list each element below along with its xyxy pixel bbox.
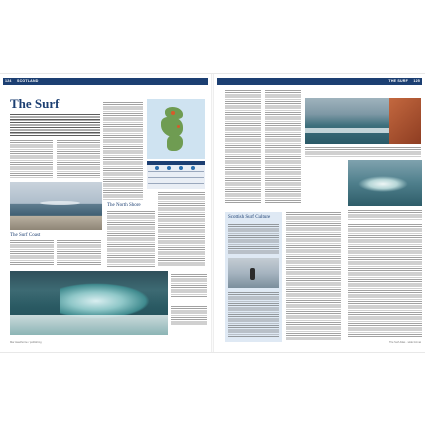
- coastline-photo: [305, 98, 421, 144]
- wave-photo: [10, 271, 168, 335]
- surfer-photo: [228, 258, 279, 288]
- left-section-label: SCOTLAND: [17, 79, 39, 83]
- body-text-column-1: [10, 140, 53, 178]
- tide-icon: [191, 166, 195, 170]
- lead-paragraph: [10, 114, 100, 136]
- culture-text-2: [228, 292, 279, 338]
- right-text-column-4: [348, 224, 422, 338]
- right-page-number: 125: [413, 79, 420, 83]
- surf-conditions-table: [147, 161, 205, 189]
- book-spread: [0, 74, 425, 352]
- beach-photo: [10, 182, 102, 230]
- right-page-header-band: [217, 78, 422, 85]
- breaking-wave-photo: [348, 160, 422, 206]
- wave-icon: [167, 166, 171, 170]
- body-text-column-5: [158, 192, 205, 267]
- left-page-number: 124: [5, 79, 12, 83]
- coastline-photo-caption: [305, 147, 421, 158]
- spine-gutter: [211, 74, 214, 352]
- subheading-surf-coast: The Surf Coast: [10, 233, 41, 238]
- culture-panel: [225, 212, 282, 342]
- scotland-map: [147, 99, 205, 159]
- wetsuit-icon: [179, 166, 183, 170]
- wind-icon: [155, 166, 159, 170]
- body-text-column-6: [10, 240, 54, 266]
- right-section-label: THE SURF: [388, 79, 408, 83]
- right-text-column-1: [225, 90, 261, 204]
- body-text-column-7: [57, 240, 101, 266]
- body-text-column-4: [107, 211, 155, 267]
- subheading-north-shore: The North Shore: [107, 203, 141, 208]
- body-text-column-3: [103, 102, 143, 200]
- second-caption: [171, 306, 207, 326]
- wave-photo-caption: [171, 274, 207, 298]
- culture-title: Scottish Surf Culture: [228, 215, 271, 220]
- breaking-wave-caption: [348, 210, 422, 220]
- left-page-header-band: [3, 78, 208, 85]
- left-footer: Mar Hawthorne / publishing: [10, 341, 42, 344]
- right-text-column-2: [265, 90, 301, 204]
- right-text-column-3: [286, 212, 341, 340]
- page-title: The Surf: [10, 96, 60, 111]
- culture-text-1: [228, 224, 279, 254]
- right-footer: The Surf Atlas · wide format: [388, 341, 421, 344]
- body-text-column-2: [57, 140, 100, 178]
